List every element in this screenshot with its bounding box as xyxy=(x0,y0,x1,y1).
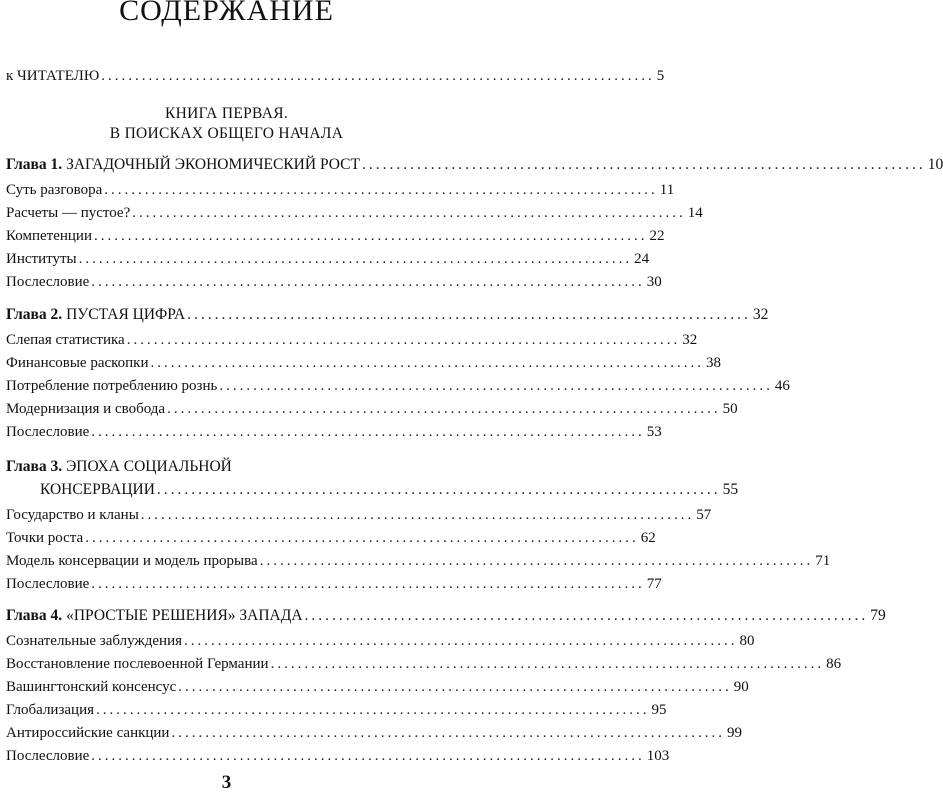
toc-entry-page: 24 xyxy=(634,251,650,267)
leader-dots: .................................................................................. xyxy=(91,274,645,290)
toc-entry-page: 53 xyxy=(646,424,662,440)
toc-entry xyxy=(6,654,842,674)
chapter-page: 10 xyxy=(927,156,943,173)
toc-entry-label: к ЧИТАТЕЛЮ xyxy=(6,68,100,84)
toc-entry xyxy=(6,376,790,396)
leader-dots: .................................................................................. xyxy=(187,306,751,323)
toc-entry-page: 14 xyxy=(687,205,703,221)
toc-entry-label: Вашингтонский консенсус xyxy=(6,679,177,695)
toc-entry xyxy=(6,203,703,223)
toc-entry-label: Послесловие xyxy=(6,274,90,290)
toc-entry xyxy=(6,505,712,525)
toc-entry xyxy=(6,422,662,442)
toc-entry-page: 46 xyxy=(774,378,790,394)
toc-entry-label: Антироссийские санкции xyxy=(6,725,170,741)
page-number: 3 xyxy=(221,772,232,793)
toc-entry-page: 86 xyxy=(826,656,842,672)
toc-entry-label: Институты xyxy=(6,251,77,267)
toc-entry-page: 90 xyxy=(733,679,749,695)
toc-entry xyxy=(6,399,738,419)
toc-entry xyxy=(6,677,749,697)
toc-entry xyxy=(6,528,656,548)
leader-dots: .................................................................................. xyxy=(96,702,650,718)
toc-entry-label: Суть разговора xyxy=(6,182,103,198)
toc-entry-label: Послесловие xyxy=(6,424,90,440)
toc-entry xyxy=(6,180,675,200)
book-heading-line1: КНИГА ПЕРВАЯ. xyxy=(164,105,289,122)
toc-entry-page: 38 xyxy=(706,355,721,371)
chapter-title: ЭПОХА СОЦИАЛЬНОЙ xyxy=(66,458,232,475)
chapter-2-heading xyxy=(6,305,769,325)
leader-dots: .................................................................................. xyxy=(270,656,825,672)
leader-dots: .................................................................................. xyxy=(156,481,721,498)
toc-entry-label: Модернизация и свобода xyxy=(6,401,166,417)
toc-entry-label: Модель консервации и модель прорыва xyxy=(6,553,258,569)
toc-entry-label: Компетенции xyxy=(6,228,92,244)
toc-entry-label: Точки роста xyxy=(6,530,84,546)
leader-dots: .................................................................................. xyxy=(361,156,926,173)
toc-entry-page: 30 xyxy=(646,274,662,290)
leader-dots: .................................................................................. xyxy=(140,507,695,523)
toc-entry xyxy=(6,330,698,350)
leader-dots: .................................................................................. xyxy=(91,748,645,764)
toc-entry-label: Государство и кланы xyxy=(6,507,139,523)
toc-entry-page: 62 xyxy=(640,530,656,546)
toc-entry-label: Глобализация xyxy=(6,702,95,718)
chapter-3-heading-cont xyxy=(40,480,739,500)
toc-entry-label: Послесловие xyxy=(6,576,90,592)
toc-entry-page: 57 xyxy=(696,507,712,523)
page-title: СОДЕРЖАНИЕ xyxy=(119,0,334,27)
toc-entry xyxy=(6,551,831,571)
leader-dots: .................................................................................. xyxy=(85,530,639,546)
toc-entry-intro xyxy=(6,66,665,86)
toc-entry-page: 50 xyxy=(722,401,738,417)
toc-entry-page: 32 xyxy=(682,332,698,348)
toc-entry-label: Сознательные заблуждения xyxy=(6,633,183,649)
toc-entry xyxy=(6,272,662,292)
toc-entry-page: 11 xyxy=(659,182,675,198)
leader-dots: .................................................................................. xyxy=(104,182,658,198)
toc-entry-label: Послесловие xyxy=(6,748,90,764)
toc-entry xyxy=(6,723,742,743)
leader-dots: .................................................................................. xyxy=(150,355,704,371)
toc-entry-page: 95 xyxy=(651,702,667,718)
toc-entry-label: Потребление потреблению рознь xyxy=(6,378,218,394)
toc-entry-label: Восстановление послевоенной Германии xyxy=(6,656,269,672)
toc-entry-page: 22 xyxy=(649,228,665,244)
toc-entry-page: 99 xyxy=(726,725,742,741)
toc-entry-label: Финансовые раскопки xyxy=(6,355,149,371)
leader-dots: .................................................................................. xyxy=(101,68,655,84)
toc-entry-page: 103 xyxy=(646,748,670,764)
toc-entry xyxy=(6,746,670,766)
chapter-prefix: Глава 4. xyxy=(6,607,63,624)
chapter-page: 55 xyxy=(722,481,739,498)
leader-dots: .................................................................................. xyxy=(259,553,814,569)
toc-entry xyxy=(6,631,755,651)
chapter-title: «ПРОСТЫЕ РЕШЕНИЯ» ЗАПАДА xyxy=(66,607,303,624)
chapter-title: ПУСТАЯ ЦИФРА xyxy=(66,306,186,323)
toc-entry xyxy=(6,700,667,720)
toc-entry xyxy=(6,249,650,269)
chapter-3-heading xyxy=(6,457,445,477)
chapter-4-heading xyxy=(6,606,886,626)
toc-entry-label: Расчеты — пустое? xyxy=(6,205,131,221)
leader-dots: .................................................................................. xyxy=(171,725,725,741)
leader-dots: .................................................................................. xyxy=(304,607,869,624)
leader-dots: .................................................................................. xyxy=(219,378,773,394)
leader-dots: .................................................................................. xyxy=(78,251,633,267)
toc-entry-page: 71 xyxy=(815,553,831,569)
leader-dots: .................................................................................. xyxy=(184,633,738,649)
leader-dots: .................................................................................. xyxy=(178,679,732,695)
toc-entry-page: 80 xyxy=(739,633,755,649)
toc-entry-page: 77 xyxy=(646,576,662,592)
leader-dots: .................................................................................. xyxy=(132,205,686,221)
chapter-prefix: Глава 1. xyxy=(6,156,63,173)
book-heading-line2: В ПОИСКАХ ОБЩЕГО НАЧАЛА xyxy=(109,125,344,142)
toc-entry xyxy=(6,226,665,246)
chapter-prefix: Глава 2. xyxy=(6,306,63,323)
toc-entry xyxy=(6,574,662,594)
leader-dots: .................................................................................. xyxy=(167,401,721,417)
chapter-page: 79 xyxy=(870,607,886,624)
chapter-title: ЗАГАДОЧНЫЙ ЭКОНОМИЧЕСКИЙ РОСТ xyxy=(66,156,360,173)
leader-dots: .................................................................................. xyxy=(91,576,645,592)
leader-dots: .................................................................................. xyxy=(91,424,645,440)
leader-dots: .................................................................................. xyxy=(126,332,681,348)
chapter-title-cont: КОНСЕРВАЦИИ xyxy=(40,481,155,498)
toc-entry xyxy=(6,353,721,373)
chapter-1-heading xyxy=(6,155,943,175)
chapter-prefix: Глава 3. xyxy=(6,458,63,475)
toc-entry-page: 5 xyxy=(656,68,665,84)
chapter-page: 32 xyxy=(752,306,769,323)
leader-dots: .................................................................................. xyxy=(93,228,648,244)
toc-entry-label: Слепая статистика xyxy=(6,332,125,348)
